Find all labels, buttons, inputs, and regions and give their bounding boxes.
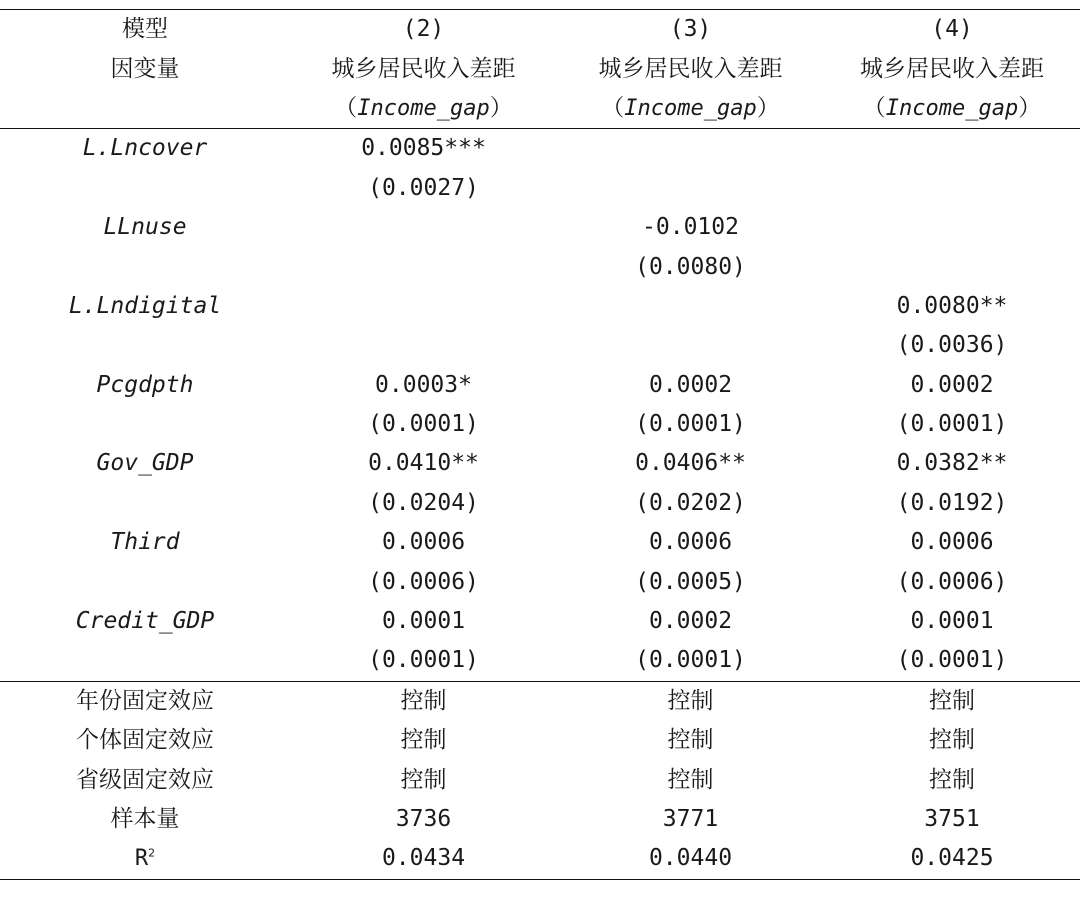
- empty-cell: [0, 326, 290, 365]
- dependent-variable-name: 城乡居民收入差距: [331, 55, 516, 82]
- observations-row: [0, 800, 1080, 839]
- se-row-third: [0, 562, 1080, 601]
- observations-value: 3771: [662, 806, 719, 832]
- header-row-dependent-code: [0, 89, 1080, 129]
- model-column-4: (4): [824, 10, 1080, 50]
- variable-name: Third: [110, 529, 180, 556]
- control-row-year-fe: [0, 681, 1080, 721]
- coefficient-cell: [824, 129, 1080, 169]
- se-row-lndigital: [0, 326, 1080, 365]
- coef-row-third: [0, 523, 1080, 562]
- standard-error-cell: (0.0001): [368, 411, 479, 438]
- standard-error-cell: (0.0001): [290, 641, 557, 681]
- coefficient-cell: 0.0002: [648, 371, 733, 398]
- dependent-variable-code-text: Income_gap: [357, 95, 490, 121]
- model-label: 模型: [0, 10, 290, 50]
- coefficient-cell: 0.0002: [910, 371, 994, 398]
- dependent-variable-code: [557, 89, 824, 129]
- coefficient-cell: 0.0080**: [896, 292, 1008, 319]
- control-row-province-fe: [0, 760, 1080, 799]
- coefficient-cell: 0.0001: [381, 608, 466, 635]
- empty-cell: [0, 169, 290, 208]
- standard-error-cell: [557, 169, 824, 208]
- coefficient-cell: [824, 208, 1080, 247]
- coefficient-cell: 0.0006: [910, 529, 994, 556]
- observations-value: 3751: [924, 806, 980, 832]
- empty-cell: [0, 89, 290, 129]
- empty-cell: [0, 484, 290, 523]
- standard-error-cell: [290, 326, 557, 365]
- r-squared-value: 0.0434: [290, 839, 557, 879]
- coefficient-cell: 0.0002: [648, 608, 733, 635]
- dependent-variable-code: [824, 89, 1080, 129]
- standard-error-cell: [824, 247, 1080, 286]
- dependent-variable-name: 城乡居民收入差距: [860, 55, 1044, 82]
- empty-cell: [0, 247, 290, 286]
- coefficient-cell: [557, 129, 824, 169]
- coefficient-cell: [290, 287, 557, 326]
- se-row-pcgdpth: [0, 405, 1080, 444]
- coef-row-lnuse: [0, 208, 1080, 247]
- coef-row-lndigital: [0, 287, 1080, 326]
- coefficient-cell: 0.0406**: [635, 450, 746, 477]
- paren-close: ）: [1018, 94, 1042, 121]
- observations-value: 3736: [395, 806, 452, 832]
- paren-close: ）: [756, 94, 780, 121]
- header-row-model: [0, 10, 1080, 50]
- control-value: 控制: [929, 766, 975, 793]
- variable-name: Pcgdpth: [96, 371, 194, 398]
- model-column-3: (3): [557, 10, 824, 50]
- model-column-2: (2): [290, 10, 557, 50]
- coefficient-cell: [557, 287, 824, 326]
- standard-error-cell: (0.0204): [368, 489, 479, 516]
- standard-error-cell: [824, 169, 1080, 208]
- dependent-variable-code-text: Income_gap: [885, 95, 1019, 121]
- dependent-variable-label: 因变量: [110, 55, 180, 82]
- standard-error-cell: (0.0080): [635, 253, 746, 280]
- regression-table-container: [0, 9, 1080, 880]
- standard-error-cell: (0.0001): [635, 411, 746, 438]
- r-squared-label-text: R: [134, 846, 149, 872]
- control-value: 控制: [400, 727, 447, 754]
- standard-error-cell: (0.0202): [635, 489, 746, 516]
- standard-error-cell: (0.0006): [896, 568, 1008, 595]
- control-value: 控制: [400, 766, 447, 793]
- standard-error-cell: [557, 326, 824, 365]
- observations-label: 样本量: [110, 806, 180, 832]
- standard-error-cell: (0.0192): [896, 489, 1008, 516]
- variable-name: Gov_GDP: [96, 450, 194, 477]
- empty-cell: [0, 641, 290, 681]
- paren-open: （: [601, 94, 625, 121]
- coef-row-lncover: [0, 129, 1080, 169]
- coefficient-cell: 0.0003*: [375, 371, 472, 398]
- empty-cell: [0, 405, 290, 444]
- r-squared-value: 0.0425: [824, 839, 1080, 879]
- coefficient-cell: -0.0102: [642, 214, 739, 241]
- coef-row-credit-gdp: [0, 602, 1080, 641]
- standard-error-cell: (0.0001): [824, 641, 1080, 681]
- dependent-variable-code-text: Income_gap: [624, 95, 757, 121]
- coef-row-pcgdpth: [0, 366, 1080, 405]
- standard-error-cell: (0.0001): [896, 411, 1008, 438]
- control-label: 省级固定效应: [76, 766, 214, 793]
- paren-close: ）: [489, 94, 513, 121]
- paren-open: （: [862, 94, 886, 121]
- se-row-lncover: [0, 169, 1080, 208]
- variable-name: LLnuse: [103, 214, 187, 241]
- standard-error-cell: (0.0001): [557, 641, 824, 681]
- dependent-variable-name: 城乡居民收入差距: [598, 55, 783, 82]
- r-squared-value: 0.0440: [557, 839, 824, 879]
- coefficient-cell: 0.0006: [648, 529, 733, 556]
- control-value: 控制: [400, 687, 447, 714]
- standard-error-cell: (0.0006): [368, 568, 479, 595]
- paren-open: （: [334, 94, 358, 121]
- variable-name: L.Lndigital: [68, 292, 222, 319]
- r-squared-label: [0, 839, 290, 879]
- control-value: 控制: [667, 766, 714, 793]
- regression-table: [0, 9, 1080, 880]
- control-label: 年份固定效应: [76, 687, 214, 714]
- variable-name: Credit_GDP: [75, 608, 215, 635]
- control-label: 个体固定效应: [76, 727, 214, 754]
- coefficient-cell: 0.0382**: [896, 450, 1008, 477]
- variable-name: L.Lncover: [82, 135, 208, 162]
- dependent-variable-code: [290, 89, 557, 129]
- coefficient-cell: 0.0410**: [368, 450, 479, 477]
- coefficient-cell: 0.0001: [910, 608, 994, 635]
- control-value: 控制: [667, 687, 714, 714]
- control-value: 控制: [929, 727, 975, 754]
- r-squared-superscript: 2: [148, 846, 156, 860]
- standard-error-cell: [290, 247, 557, 286]
- standard-error-cell: (0.0036): [896, 332, 1008, 359]
- control-row-individual-fe: [0, 721, 1080, 760]
- coefficient-cell: [290, 208, 557, 247]
- se-row-credit-gdp: [0, 641, 1080, 681]
- control-value: 控制: [929, 687, 975, 714]
- standard-error-cell: (0.0027): [368, 174, 479, 201]
- control-value: 控制: [667, 727, 714, 754]
- se-row-lnuse: [0, 247, 1080, 286]
- header-row-dependent: [0, 49, 1080, 88]
- r-squared-row: [0, 839, 1080, 879]
- standard-error-cell: (0.0005): [635, 568, 746, 595]
- empty-cell: [0, 562, 290, 601]
- coefficient-cell: 0.0085***: [361, 135, 486, 162]
- se-row-gov-gdp: [0, 484, 1080, 523]
- coefficient-cell: 0.0006: [381, 529, 466, 556]
- coef-row-gov-gdp: [0, 444, 1080, 483]
